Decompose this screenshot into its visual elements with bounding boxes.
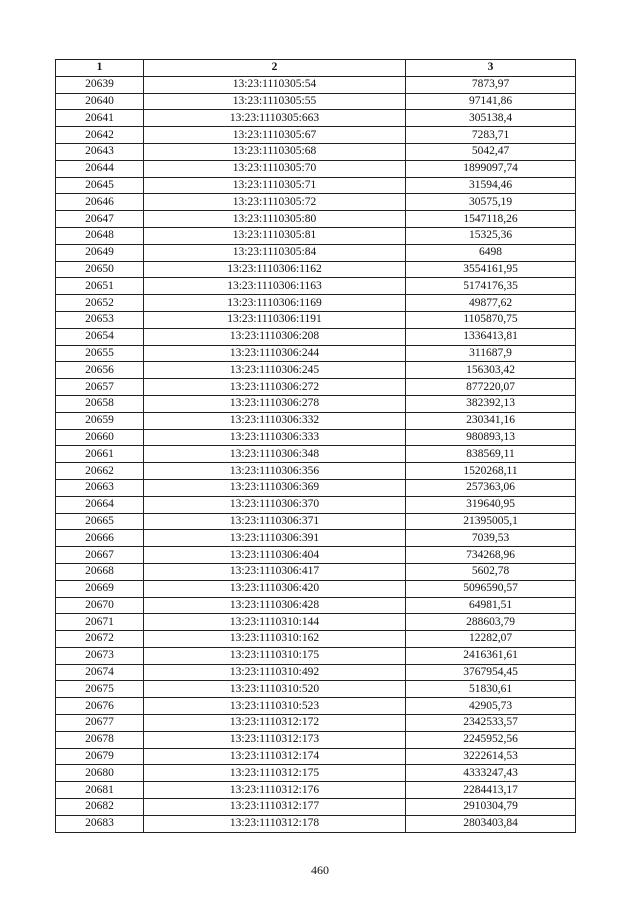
table-row	[56, 496, 576, 513]
table-cell-col1: 20659	[56, 412, 144, 429]
table-row	[56, 647, 576, 664]
table-cell-col2: 13:23:1110306:370	[144, 496, 406, 513]
table-cell-col2: 13:23:1110306:417	[144, 563, 406, 580]
table-cell-col1: 20667	[56, 547, 144, 564]
table-cell-col1: 20654	[56, 328, 144, 345]
table-cell-col3: 64981,51	[406, 597, 576, 614]
table-row	[56, 715, 576, 732]
table-cell-col1: 20671	[56, 614, 144, 631]
data-table	[55, 59, 576, 833]
table-row	[56, 815, 576, 832]
table-cell-col3: 3222614,53	[406, 748, 576, 765]
table-cell-col3: 3554161,95	[406, 261, 576, 278]
table-row	[56, 563, 576, 580]
table-cell-col1: 20660	[56, 429, 144, 446]
table-row	[56, 110, 576, 127]
table-cell-col2: 13:23:1110306:208	[144, 328, 406, 345]
table-cell-col3: 877220,07	[406, 379, 576, 396]
table-row	[56, 412, 576, 429]
table-row	[56, 127, 576, 144]
table-row	[56, 530, 576, 547]
table-cell-col1: 20672	[56, 631, 144, 648]
column-header-1: 1	[56, 60, 144, 77]
table-cell-col3: 2910304,79	[406, 799, 576, 816]
table-cell-col2: 13:23:1110310:492	[144, 664, 406, 681]
table-cell-col2: 13:23:1110306:244	[144, 345, 406, 362]
table-cell-col2: 13:23:1110305:80	[144, 211, 406, 228]
table-cell-col3: 5042,47	[406, 143, 576, 160]
table-row	[56, 227, 576, 244]
table-cell-col1: 20641	[56, 110, 144, 127]
table-cell-col3: 42905,73	[406, 698, 576, 715]
table-cell-col2: 13:23:1110310:175	[144, 647, 406, 664]
table-row	[56, 547, 576, 564]
table-cell-col2: 13:23:1110305:72	[144, 194, 406, 211]
table-cell-col2: 13:23:1110305:70	[144, 160, 406, 177]
table-row	[56, 345, 576, 362]
table-cell-col1: 20653	[56, 311, 144, 328]
table-cell-col2: 13:23:1110306:333	[144, 429, 406, 446]
table-cell-col1: 20682	[56, 799, 144, 816]
table-cell-col3: 1520268,11	[406, 463, 576, 480]
table-cell-col3: 30575,19	[406, 194, 576, 211]
table-cell-col3: 1336413,81	[406, 328, 576, 345]
column-header-3: 3	[406, 60, 576, 77]
table-cell-col3: 6498	[406, 244, 576, 261]
table-cell-col2: 13:23:1110306:404	[144, 547, 406, 564]
table-cell-col2: 13:23:1110305:54	[144, 76, 406, 93]
table-cell-col1: 20674	[56, 664, 144, 681]
table-cell-col2: 13:23:1110306:1191	[144, 311, 406, 328]
table-cell-col2: 13:23:1110306:278	[144, 395, 406, 412]
table-cell-col1: 20658	[56, 395, 144, 412]
table-cell-col1: 20649	[56, 244, 144, 261]
table-row	[56, 244, 576, 261]
table-cell-col2: 13:23:1110306:420	[144, 580, 406, 597]
table-cell-col3: 382392,13	[406, 395, 576, 412]
table-cell-col3: 51830,61	[406, 681, 576, 698]
table-cell-col3: 2803403,84	[406, 815, 576, 832]
table-cell-col2: 13:23:1110306:1169	[144, 295, 406, 312]
table-cell-col1: 20663	[56, 479, 144, 496]
table-cell-col3: 12282,07	[406, 631, 576, 648]
table-cell-col3: 156303,42	[406, 362, 576, 379]
table-cell-col1: 20665	[56, 513, 144, 530]
table-cell-col3: 980893,13	[406, 429, 576, 446]
table-cell-col1: 20661	[56, 446, 144, 463]
table-cell-col3: 21395005,1	[406, 513, 576, 530]
table-row	[56, 580, 576, 597]
table-cell-col1: 20678	[56, 731, 144, 748]
table-cell-col3: 5096590,57	[406, 580, 576, 597]
table-cell-col3: 1899097,74	[406, 160, 576, 177]
table-cell-col2: 13:23:1110305:68	[144, 143, 406, 160]
table-cell-col2: 13:23:1110306:391	[144, 530, 406, 547]
table-cell-col3: 311687,9	[406, 345, 576, 362]
table-row	[56, 479, 576, 496]
table-row	[56, 362, 576, 379]
table-cell-col3: 734268,96	[406, 547, 576, 564]
table-cell-col2: 13:23:1110312:175	[144, 765, 406, 782]
table-cell-col1: 20669	[56, 580, 144, 597]
table-cell-col1: 20651	[56, 278, 144, 295]
table-cell-col3: 838569,11	[406, 446, 576, 463]
table-row	[56, 177, 576, 194]
table-row	[56, 379, 576, 396]
table-cell-col2: 13:23:1110306:332	[144, 412, 406, 429]
table-cell-col1: 20662	[56, 463, 144, 480]
table-cell-col1: 20656	[56, 362, 144, 379]
table-cell-col1: 20677	[56, 715, 144, 732]
table-cell-col1: 20655	[56, 345, 144, 362]
table-row	[56, 664, 576, 681]
table-body	[56, 76, 576, 832]
table-cell-col3: 1105870,75	[406, 311, 576, 328]
table-cell-col3: 2284413,17	[406, 782, 576, 799]
table-row	[56, 463, 576, 480]
table-cell-col1: 20668	[56, 563, 144, 580]
table-cell-col2: 13:23:1110310:520	[144, 681, 406, 698]
table-cell-col2: 13:23:1110310:523	[144, 698, 406, 715]
table-cell-col1: 20639	[56, 76, 144, 93]
table-cell-col2: 13:23:1110305:84	[144, 244, 406, 261]
table-cell-col3: 257363,06	[406, 479, 576, 496]
table-cell-col1: 20646	[56, 194, 144, 211]
table-cell-col2: 13:23:1110306:348	[144, 446, 406, 463]
table-cell-col2: 13:23:1110306:245	[144, 362, 406, 379]
table-cell-col2: 13:23:1110305:663	[144, 110, 406, 127]
table-cell-col3: 288603,79	[406, 614, 576, 631]
table-cell-col2: 13:23:1110306:371	[144, 513, 406, 530]
table-row	[56, 295, 576, 312]
table-row	[56, 328, 576, 345]
table-cell-col2: 13:23:1110305:71	[144, 177, 406, 194]
table-row	[56, 160, 576, 177]
table-row	[56, 731, 576, 748]
table-row	[56, 194, 576, 211]
table-cell-col3: 5602,78	[406, 563, 576, 580]
table-cell-col3: 305138,4	[406, 110, 576, 127]
table-cell-col1: 20680	[56, 765, 144, 782]
table-cell-col1: 20683	[56, 815, 144, 832]
table-cell-col1: 20666	[56, 530, 144, 547]
table-row	[56, 614, 576, 631]
table-row	[56, 513, 576, 530]
table-row	[56, 429, 576, 446]
table-cell-col1: 20650	[56, 261, 144, 278]
table-cell-col2: 13:23:1110312:173	[144, 731, 406, 748]
table-cell-col3: 2342533,57	[406, 715, 576, 732]
table-cell-col3: 3767954,45	[406, 664, 576, 681]
table-cell-col2: 13:23:1110306:1163	[144, 278, 406, 295]
table-cell-col1: 20642	[56, 127, 144, 144]
table-cell-col1: 20673	[56, 647, 144, 664]
table-row	[56, 782, 576, 799]
table-cell-col1: 20643	[56, 143, 144, 160]
table-cell-col3: 49877,62	[406, 295, 576, 312]
table-cell-col2: 13:23:1110306:428	[144, 597, 406, 614]
table-cell-col3: 7873,97	[406, 76, 576, 93]
table-cell-col3: 230341,16	[406, 412, 576, 429]
table-cell-col1: 20640	[56, 93, 144, 110]
table-cell-col3: 2245952,56	[406, 731, 576, 748]
table-row	[56, 76, 576, 93]
table-cell-col2: 13:23:1110306:272	[144, 379, 406, 396]
table-row	[56, 395, 576, 412]
table-cell-col2: 13:23:1110306:356	[144, 463, 406, 480]
table-cell-col2: 13:23:1110312:174	[144, 748, 406, 765]
table-cell-col3: 319640,95	[406, 496, 576, 513]
table-cell-col1: 20675	[56, 681, 144, 698]
table-row	[56, 211, 576, 228]
table-header-row	[56, 60, 576, 77]
table-cell-col3: 2416361,61	[406, 647, 576, 664]
table-cell-col1: 20664	[56, 496, 144, 513]
table-row	[56, 311, 576, 328]
table-cell-col1: 20652	[56, 295, 144, 312]
table-cell-col2: 13:23:1110305:67	[144, 127, 406, 144]
table-cell-col3: 7283,71	[406, 127, 576, 144]
table-cell-col2: 13:23:1110312:177	[144, 799, 406, 816]
table-cell-col3: 15325,36	[406, 227, 576, 244]
table-cell-col2: 13:23:1110312:172	[144, 715, 406, 732]
table-row	[56, 278, 576, 295]
table-row	[56, 143, 576, 160]
table-cell-col1: 20657	[56, 379, 144, 396]
table-cell-col2: 13:23:1110312:176	[144, 782, 406, 799]
table-row	[56, 765, 576, 782]
table-row	[56, 698, 576, 715]
table-row	[56, 799, 576, 816]
table-row	[56, 597, 576, 614]
table-cell-col1: 20644	[56, 160, 144, 177]
table-cell-col2: 13:23:1110305:55	[144, 93, 406, 110]
table-cell-col3: 4333247,43	[406, 765, 576, 782]
table-row	[56, 93, 576, 110]
table-cell-col2: 13:23:1110310:144	[144, 614, 406, 631]
table-cell-col2: 13:23:1110310:162	[144, 631, 406, 648]
table-cell-col2: 13:23:1110312:178	[144, 815, 406, 832]
table-cell-col3: 97141,86	[406, 93, 576, 110]
table-cell-col3: 5174176,35	[406, 278, 576, 295]
table-cell-col1: 20679	[56, 748, 144, 765]
table-cell-col1: 20676	[56, 698, 144, 715]
table-cell-col1: 20670	[56, 597, 144, 614]
page-number: 460	[311, 863, 329, 877]
table-cell-col1: 20647	[56, 211, 144, 228]
table-row	[56, 748, 576, 765]
table-row	[56, 631, 576, 648]
table-cell-col2: 13:23:1110306:1162	[144, 261, 406, 278]
table-cell-col1: 20681	[56, 782, 144, 799]
table-cell-col2: 13:23:1110306:369	[144, 479, 406, 496]
table-cell-col3: 7039,53	[406, 530, 576, 547]
table-row	[56, 681, 576, 698]
table-row	[56, 261, 576, 278]
table-cell-col3: 1547118,26	[406, 211, 576, 228]
column-header-2: 2	[144, 60, 406, 77]
table-cell-col2: 13:23:1110305:81	[144, 227, 406, 244]
table-row	[56, 446, 576, 463]
table-cell-col1: 20645	[56, 177, 144, 194]
table-cell-col1: 20648	[56, 227, 144, 244]
table-cell-col3: 31594,46	[406, 177, 576, 194]
